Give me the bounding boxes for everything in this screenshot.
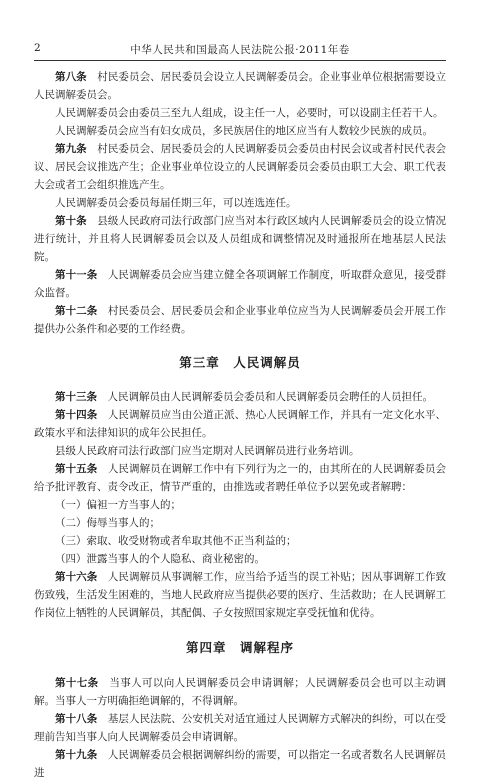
header-rule (34, 60, 446, 61)
article-text: （四）泄露当事人的个人隐私、商业秘密的。 (55, 553, 265, 565)
article-paragraph (34, 674, 446, 710)
article-paragraph (34, 68, 446, 104)
article-paragraph (34, 302, 446, 338)
article-text: （二）侮辱当事人的； (55, 517, 160, 529)
article-paragraph (34, 266, 446, 302)
article-number: 第十六条 (55, 571, 98, 583)
article-paragraph (34, 140, 446, 194)
article-text: 村民委员会、居民委员会和企业事业单位应当为人民调解委员会开展工作提供办公条件和必要的工作经费。 (34, 305, 447, 335)
article-text: 人民调解委员会委员每届任期三年，可以连选连任。 (55, 197, 297, 209)
article-number: 第十四条 (55, 409, 98, 421)
article-paragraph (34, 550, 446, 568)
article-text: 村民委员会、居民委员会设立人民调解委员会。企业事业单位根据需要设立人民调解委员会。 (34, 71, 447, 101)
article-number: 第十三条 (55, 391, 97, 403)
article-number: 第八条 (55, 71, 87, 83)
article-number: 第十条 (55, 215, 87, 227)
article-paragraph (34, 212, 446, 266)
article-number: 第十九条 (55, 749, 98, 761)
article-number: 第十二条 (55, 305, 98, 317)
article-number: 第九条 (55, 143, 87, 155)
article-text: （三）索取、收受财物或者牟取其他不正当利益的； (55, 535, 297, 547)
article-paragraph (34, 568, 446, 622)
article-number: 第十八条 (55, 713, 98, 725)
article-text: （一）偏袒一方当事人的； (55, 499, 181, 511)
document-body (34, 68, 446, 782)
article-text: 人民调解员应当由公道正派、热心人民调解工作，并具有一定文化水平、政策水平和法律知识的成年公民担任。 (34, 409, 447, 439)
article-paragraph (34, 746, 446, 782)
running-title: 中华人民共和国最高人民法院公报·2011年卷 (130, 44, 350, 56)
article-text: 人民调解委员会由委员三至九人组成，设主任一人，必要时，可以设副主任若干人。 (55, 107, 444, 119)
article-text: 村民委员会、居民委员会的人民调解委员会委员由村民会议或者村民代表会议、居民会议推选产生；企业事业单位设立的人民调解委员会委员由职工大会、职工代表大会或者工会组织推选产生。 (34, 143, 447, 191)
article-paragraph (34, 532, 446, 550)
article-paragraph (34, 514, 446, 532)
article-text: 人民调解委员会应当有妇女成员，多民族居住的地区应当有人数较少民族的成员。 (55, 125, 433, 137)
chapter-heading: 第四章 调解程序 (185, 640, 294, 655)
article-text: 县级人民政府司法行政部门应当定期对人民调解员进行业务培训。 (55, 445, 360, 457)
article-text: 基层人民法院、公安机关对适宜通过人民调解方式解决的纠纷，可以在受理前告知当事人向人民调解委员会申请调解。 (34, 713, 447, 743)
article-text: 人民调解员从事调解工作，应当给予适当的误工补贴；因从事调解工作致伤致残，生活发生困难的，当地人民政府应当提供必要的医疗、生活救助；在人民调解工作岗位上牺牲的人民调解员，其配偶、子女按照国家规定享受抚恤和优待。 (34, 571, 447, 619)
article-paragraph (34, 460, 446, 496)
article-text: 人民调解员在调解工作中有下列行为之一的，由其所在的人民调解委员会给予批评教育、责令改正，情节严重的，由推选或者聘任单位予以罢免或者解聘： (34, 463, 447, 493)
chapter-heading: 第三章 人民调解员 (179, 355, 301, 370)
article-paragraph (34, 104, 446, 122)
article-paragraph (34, 496, 446, 514)
article-text: 当事人可以向人民调解委员会申请调解；人民调解委员会也可以主动调解。当事人一方明确拒绝调解的，不得调解。 (34, 677, 447, 707)
article-number: 第十五条 (55, 463, 98, 475)
article-number: 第十一条 (55, 269, 98, 281)
article-paragraph (34, 710, 446, 746)
article-paragraph (34, 388, 446, 406)
article-text: 人民调解员由人民调解委员会委员和人民调解委员会聘任的人员担任。 (107, 391, 433, 403)
article-text: 人民调解委员会应当建立健全各项调解工作制度，听取群众意见，接受群众监督。 (34, 269, 447, 299)
article-paragraph (34, 442, 446, 460)
article-paragraph (34, 194, 446, 212)
article-text: 人民调解委员会根据调解纠纷的需要，可以指定一名或者数名人民调解员进 (34, 749, 447, 779)
article-text: 县级人民政府司法行政部门应当对本行政区域内人民调解委员会的设立情况进行统计，并且将人民调解委员会以及人员组成和调整情况及时通报所在地基层人民法院。 (34, 215, 447, 263)
article-paragraph (34, 122, 446, 140)
page-number: 2 (34, 42, 41, 54)
article-number: 第十七条 (55, 677, 99, 689)
article-paragraph (34, 406, 446, 442)
page-header (34, 42, 446, 58)
